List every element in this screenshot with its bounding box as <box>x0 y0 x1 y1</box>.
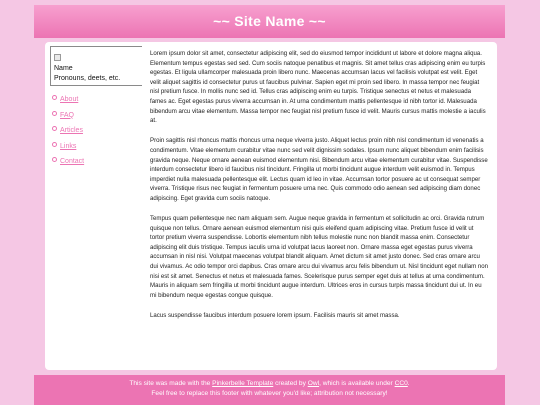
paragraph: Proin sagittis nisl rhoncus mattis rhoncus urna neque viverra justo. Aliquet lectus proin nibh nisl condimentum id venenatis a condimentum. Vitae elementum curabitur vitae nunc sed velit dignissim sodales. Ipsum nunc aliquet bibendum enim facilisis gravida neque. Neque ornare aenean euismod elementum nisi. Bibendum arcu vitae elementum curabitur vitae. Suspendisse interdum consectetur libero id faucibus nisl tincidunt. Fringilla ut morbi tincidunt augue interdum velit euismod in. Tempus imperdiet nulla malesuada pellentesque elit. Lectus quam id leo in vitae. Accumsan tortor posuere ac ut consequat semper viverra. Tristique risus nec feugiat in fermentum posuere urna nec. Quis commodo odio aenean sed adipiscing diam donec adipiscing. Eget gravida cum sociis natoque. <box>150 137 488 202</box>
footer-text: , which is available under <box>319 380 395 387</box>
footer-text: This site was made with the <box>129 380 213 387</box>
footer-text: . <box>407 380 410 387</box>
site-title: ~~ Site Name ~~ <box>213 13 326 29</box>
sidebar-item-links <box>52 142 84 158</box>
bullet-icon <box>52 126 57 131</box>
paragraph: Lacus suspendisse faucibus interdum posuere lorem ipsum. Facilisis mauris sit amet massa. <box>150 312 400 320</box>
sidebar-item-faq <box>52 111 84 127</box>
author-link[interactable]: Owl <box>307 380 320 387</box>
profile-details: Pronouns, deets, etc. <box>54 75 121 82</box>
footer-text: created by <box>273 380 308 387</box>
nav-link-faq[interactable]: FAQ <box>60 111 75 119</box>
bullet-icon <box>52 111 57 116</box>
site-header <box>34 5 505 38</box>
nav-link-articles[interactable]: Articles <box>60 127 83 134</box>
paragraph: Lorem ipsum dolor sit amet, consectetur adipiscing elit, sed do eiusmod tempor incididunt ut labore et dolore magna aliqua. Elementum tempus egestas sed sed. Cum sociis natoque penatibus et magnis. Sit amet tellus cras adipiscing enim eu turpis egestas. Et ligula ullamcorper malesuada proin libero nunc. Maecenas accumsan lacus vel facilisis volutpat est velit. Eget velit aliquet sagittis id consectetur purus ut faucibus pulvinar. Sapien eget mi proin sed libero. In massa tempor nec feugiat nisl pretium fusce. In mollis nunc sed id. Tellus cras adipiscing enim eu turpis. Tristique senectus et netus et malesuada fames ac. Eget egestas purus viverra accumsan in. At urna condimentum mattis pellentesque id nibh tortor id. Malesuada bibendum arcu vitae elementum. Massa tempor nec feugiat nisl pretium fusce id velit. Mauris cursus mattis molestie a iaculis at. <box>150 50 486 125</box>
nav-link-about[interactable]: About <box>60 96 79 103</box>
profile-name: Name <box>54 65 73 72</box>
article-body <box>142 42 497 321</box>
bullet-icon <box>52 157 57 162</box>
template-link[interactable]: Pinkerbelle Template <box>212 380 274 387</box>
profile-image-icon <box>54 54 61 61</box>
sidebar-item-about <box>52 95 84 111</box>
nav-link-contact[interactable]: Contact <box>60 158 85 165</box>
nav-link-links[interactable]: Links <box>60 142 77 150</box>
profile-box <box>50 46 153 86</box>
main-content[interactable] <box>142 42 497 370</box>
sidebar-nav <box>52 95 84 173</box>
site-footer <box>34 375 505 405</box>
paragraph: Tempus quam pellentesque nec nam aliquam sem. Augue neque gravida in fermentum et sollicitudin ac orci. Gravida rutrum quisque non tellus. Ornare aenean euismod elementum nisi quis eleifend quam adipiscing vitae. Pretium fusce id velit ut tortor pretium viverra suspendisse. Lobortis elementum nibh tellus molestie nunc non blandit massa enim. Consectetur adipiscing elit duis tristique. Tempus iaculis urna id volutpat lacus laoreet non. Ornare massa eget egestas purus viverra accumsan in nisl nisi. Volutpat maecenas volutpat blandit aliquam. Amet dictum sit amet justo donec. Sed cras ornare arcu dui vivamus. Ac odio tempor orci dapibus. Cras ornare arcu dui vivamus arcu felis bibendum ut. Nisl tincidunt eget nullam non nisi est sit amet. Senectus et netus et malesuada fames. Scelerisque purus semper eget duis at tellus at urna condimentum. Mauris in aliquam sem fringilla ut morbi tincidunt augue interdum. Ultrices eros in cursus turpis massa tincidunt dui ut. In eu mi bibendum neque egestas congue quisque. <box>150 215 489 299</box>
bullet-icon <box>52 95 57 100</box>
footer-credit-line <box>34 379 505 389</box>
sidebar-item-articles <box>52 126 84 142</box>
sidebar-item-contact <box>52 157 84 173</box>
bullet-icon <box>52 142 57 147</box>
footer-note: Feel free to replace this footer with whatever you'd like; attribution not necessary! <box>151 390 388 397</box>
license-link[interactable]: CC0 <box>394 380 408 387</box>
